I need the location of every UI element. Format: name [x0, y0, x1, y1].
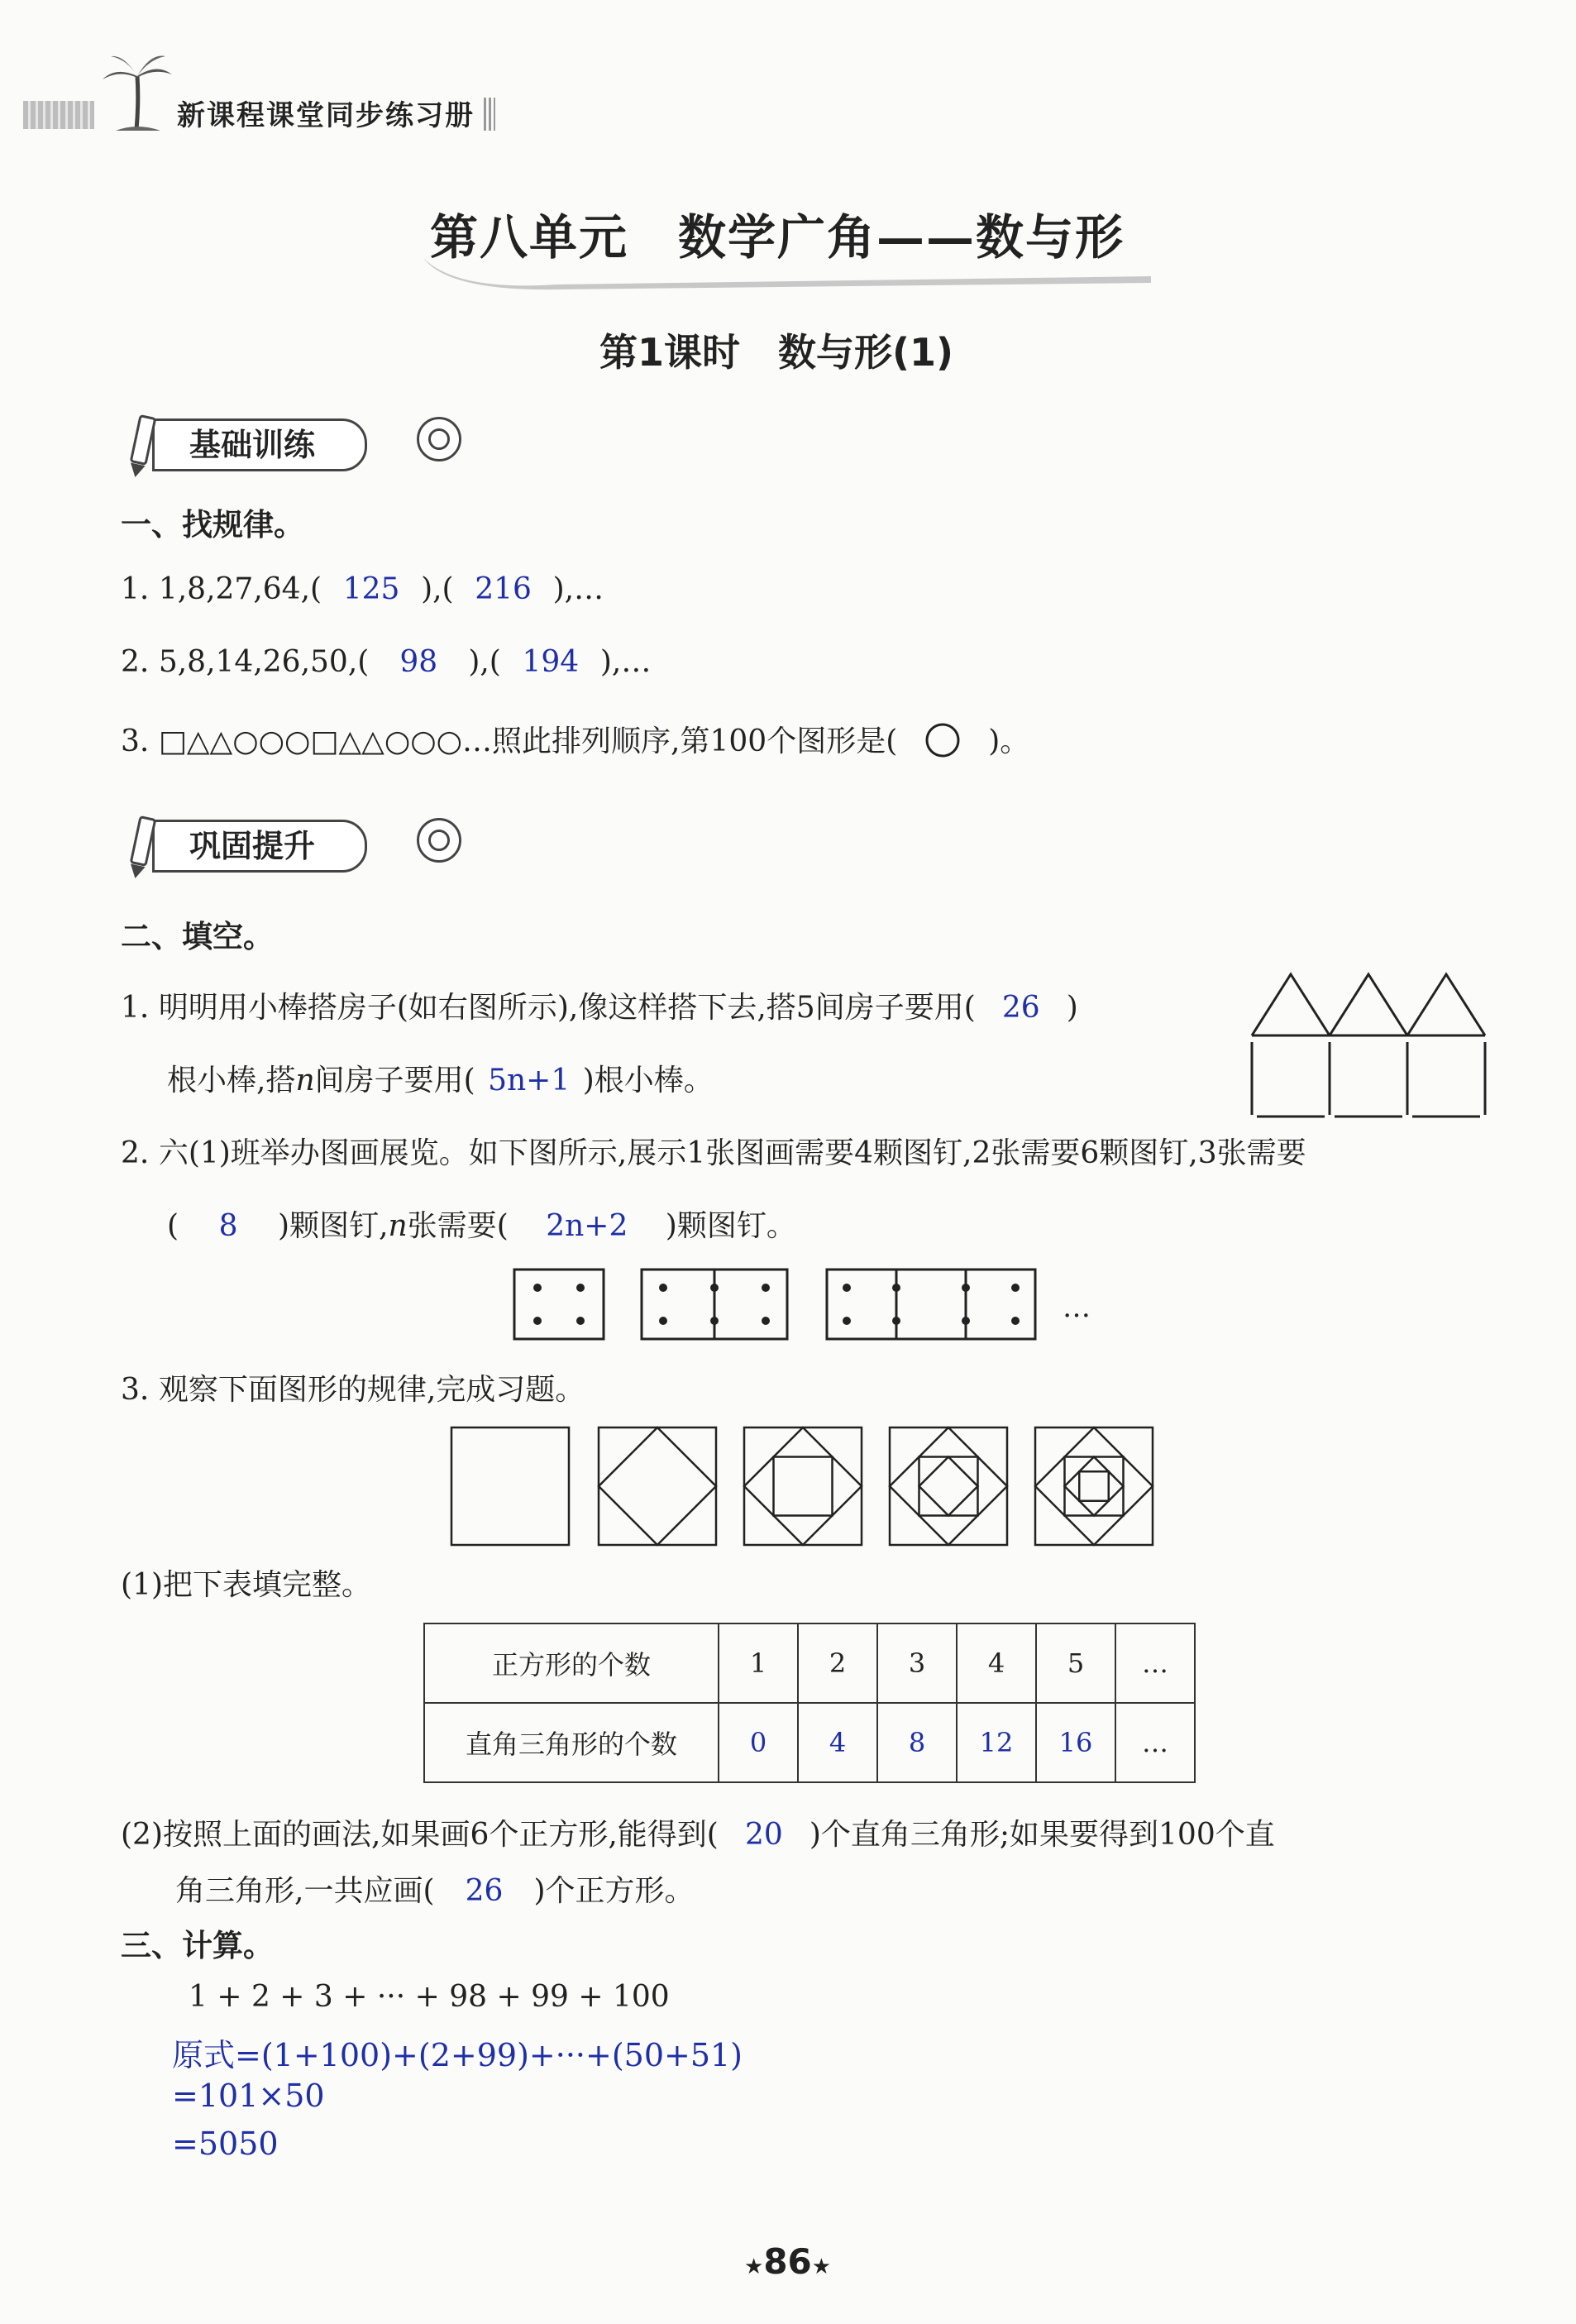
part2-question-3-sub1: (1)把下表填完整。	[121, 1568, 371, 1602]
table-header-cell: 直角三角形的个数	[424, 1703, 719, 1782]
star-icon: ★	[811, 2255, 832, 2279]
part1-heading: 一、找规律。	[121, 507, 304, 543]
page-number: ★86★	[744, 2241, 832, 2282]
answer-blank[interactable]: 2n+2	[546, 1209, 628, 1243]
book-title: 新课程课堂同步练习册	[177, 99, 475, 132]
table-cell: 4	[957, 1623, 1036, 1703]
part1-question-2: 2. 5,8,14,26,50,( 98 ),( 194 ),…	[121, 645, 652, 679]
answer-blank[interactable]: 26	[465, 1874, 504, 1908]
part2-question-3-sub2-line1: (2)按照上面的画法,如果画6个正方形,能得到( 20 )个直角三角形;如果要得到100个直	[121, 1818, 1275, 1852]
table-cell: 3	[877, 1623, 957, 1703]
answer-blank[interactable]: 125	[342, 572, 400, 606]
pencil-icon	[117, 815, 175, 881]
star-icon: ★	[744, 2255, 764, 2279]
part2-question-3-stem: 3. 观察下面图形的规律,完成习题。	[121, 1373, 585, 1407]
unit-title: 第八单元 数学广角——数与形	[430, 209, 1125, 265]
answer-blank[interactable]	[897, 721, 988, 767]
part2-question-1-line1: 1. 明明用小棒搭房子(如右图所示),像这样搭下去,搭5间房子要用( 26 )	[121, 991, 1078, 1025]
squares-triangles-table	[423, 1623, 1196, 1783]
nested-squares-diagram	[450, 1426, 1161, 1547]
table-answer-cell[interactable]: 4	[798, 1703, 877, 1782]
badge-ring	[417, 417, 461, 461]
table-cell: …	[1115, 1623, 1195, 1703]
badge-ring	[417, 818, 461, 863]
answer-blank[interactable]: 26	[1001, 991, 1040, 1025]
answer-blank[interactable]: 216	[475, 572, 532, 606]
part3-step-3[interactable]: =5050	[172, 2126, 279, 2162]
table-cell: 2	[798, 1623, 877, 1703]
part3-expression: 1 + 2 + 3 + ··· + 98 + 99 + 100	[189, 1980, 670, 2014]
section-badge-basic	[117, 414, 415, 473]
part1-question-3: 3. □△△○○○□△△○○○…照此排列顺序,第100个图形是( )。	[121, 718, 1029, 767]
lesson-title: 第1课时 数与形(1)	[599, 330, 954, 375]
header-decoration-bar	[23, 101, 94, 129]
part3-heading: 三、计算。	[121, 1928, 274, 1963]
houses-diagram	[1249, 968, 1498, 1120]
palm-tree-icon	[99, 51, 174, 134]
table-cell: 1	[719, 1623, 798, 1703]
part3-step-2[interactable]: =101×50	[172, 2078, 325, 2114]
table-answer-cell[interactable]: 12	[957, 1703, 1036, 1782]
circle-answer-icon	[924, 721, 962, 759]
pushpin-ellipsis: …	[1063, 1291, 1091, 1324]
part2-question-2-line1: 2. 六(1)班举办图画展览。如下图所示,展示1张图画需要4颗图钉,2张需要6颗图钉,3张需要	[121, 1136, 1306, 1170]
table-cell: …	[1115, 1703, 1195, 1782]
part3-step-1[interactable]: 原式=(1+100)+(2+99)+···+(50+51)	[172, 2037, 743, 2073]
table-answer-cell[interactable]: 8	[877, 1703, 957, 1782]
table-cell: 5	[1036, 1623, 1115, 1703]
part2-question-3-sub2-line2: 角三角形,一共应画( 26 )个正方形。	[175, 1874, 695, 1908]
answer-blank[interactable]: 98	[399, 645, 438, 679]
header-end-bars	[484, 98, 495, 131]
part2-question-1-line2: 根小棒,搭n间房子要用( 5n+1 )根小棒。	[167, 1064, 714, 1097]
answer-blank[interactable]: 20	[744, 1818, 783, 1852]
pencil-icon	[117, 414, 175, 480]
table-answer-cell[interactable]: 0	[719, 1703, 798, 1782]
answer-blank[interactable]: 8	[218, 1209, 238, 1243]
table-row	[424, 1623, 1195, 1703]
answer-blank[interactable]: 194	[522, 645, 580, 679]
pushpin-frames-diagram	[513, 1265, 1158, 1348]
badge-label: 基础训练	[152, 418, 367, 471]
table-header-cell: 正方形的个数	[424, 1623, 719, 1703]
table-answer-cell[interactable]: 16	[1036, 1703, 1115, 1782]
table-row	[424, 1703, 1195, 1782]
answer-blank[interactable]: 5n+1	[488, 1064, 571, 1097]
badge-label: 巩固提升	[152, 820, 367, 873]
part2-heading: 二、填空。	[121, 919, 274, 954]
section-badge-consolidate	[117, 815, 415, 874]
part2-question-2-line2: ( 8 )颗图钉,n张需要( 2n+2 )颗图钉。	[167, 1209, 796, 1243]
part1-question-1: 1. 1,8,27,64,( 125 ),( 216 ),…	[121, 572, 604, 606]
